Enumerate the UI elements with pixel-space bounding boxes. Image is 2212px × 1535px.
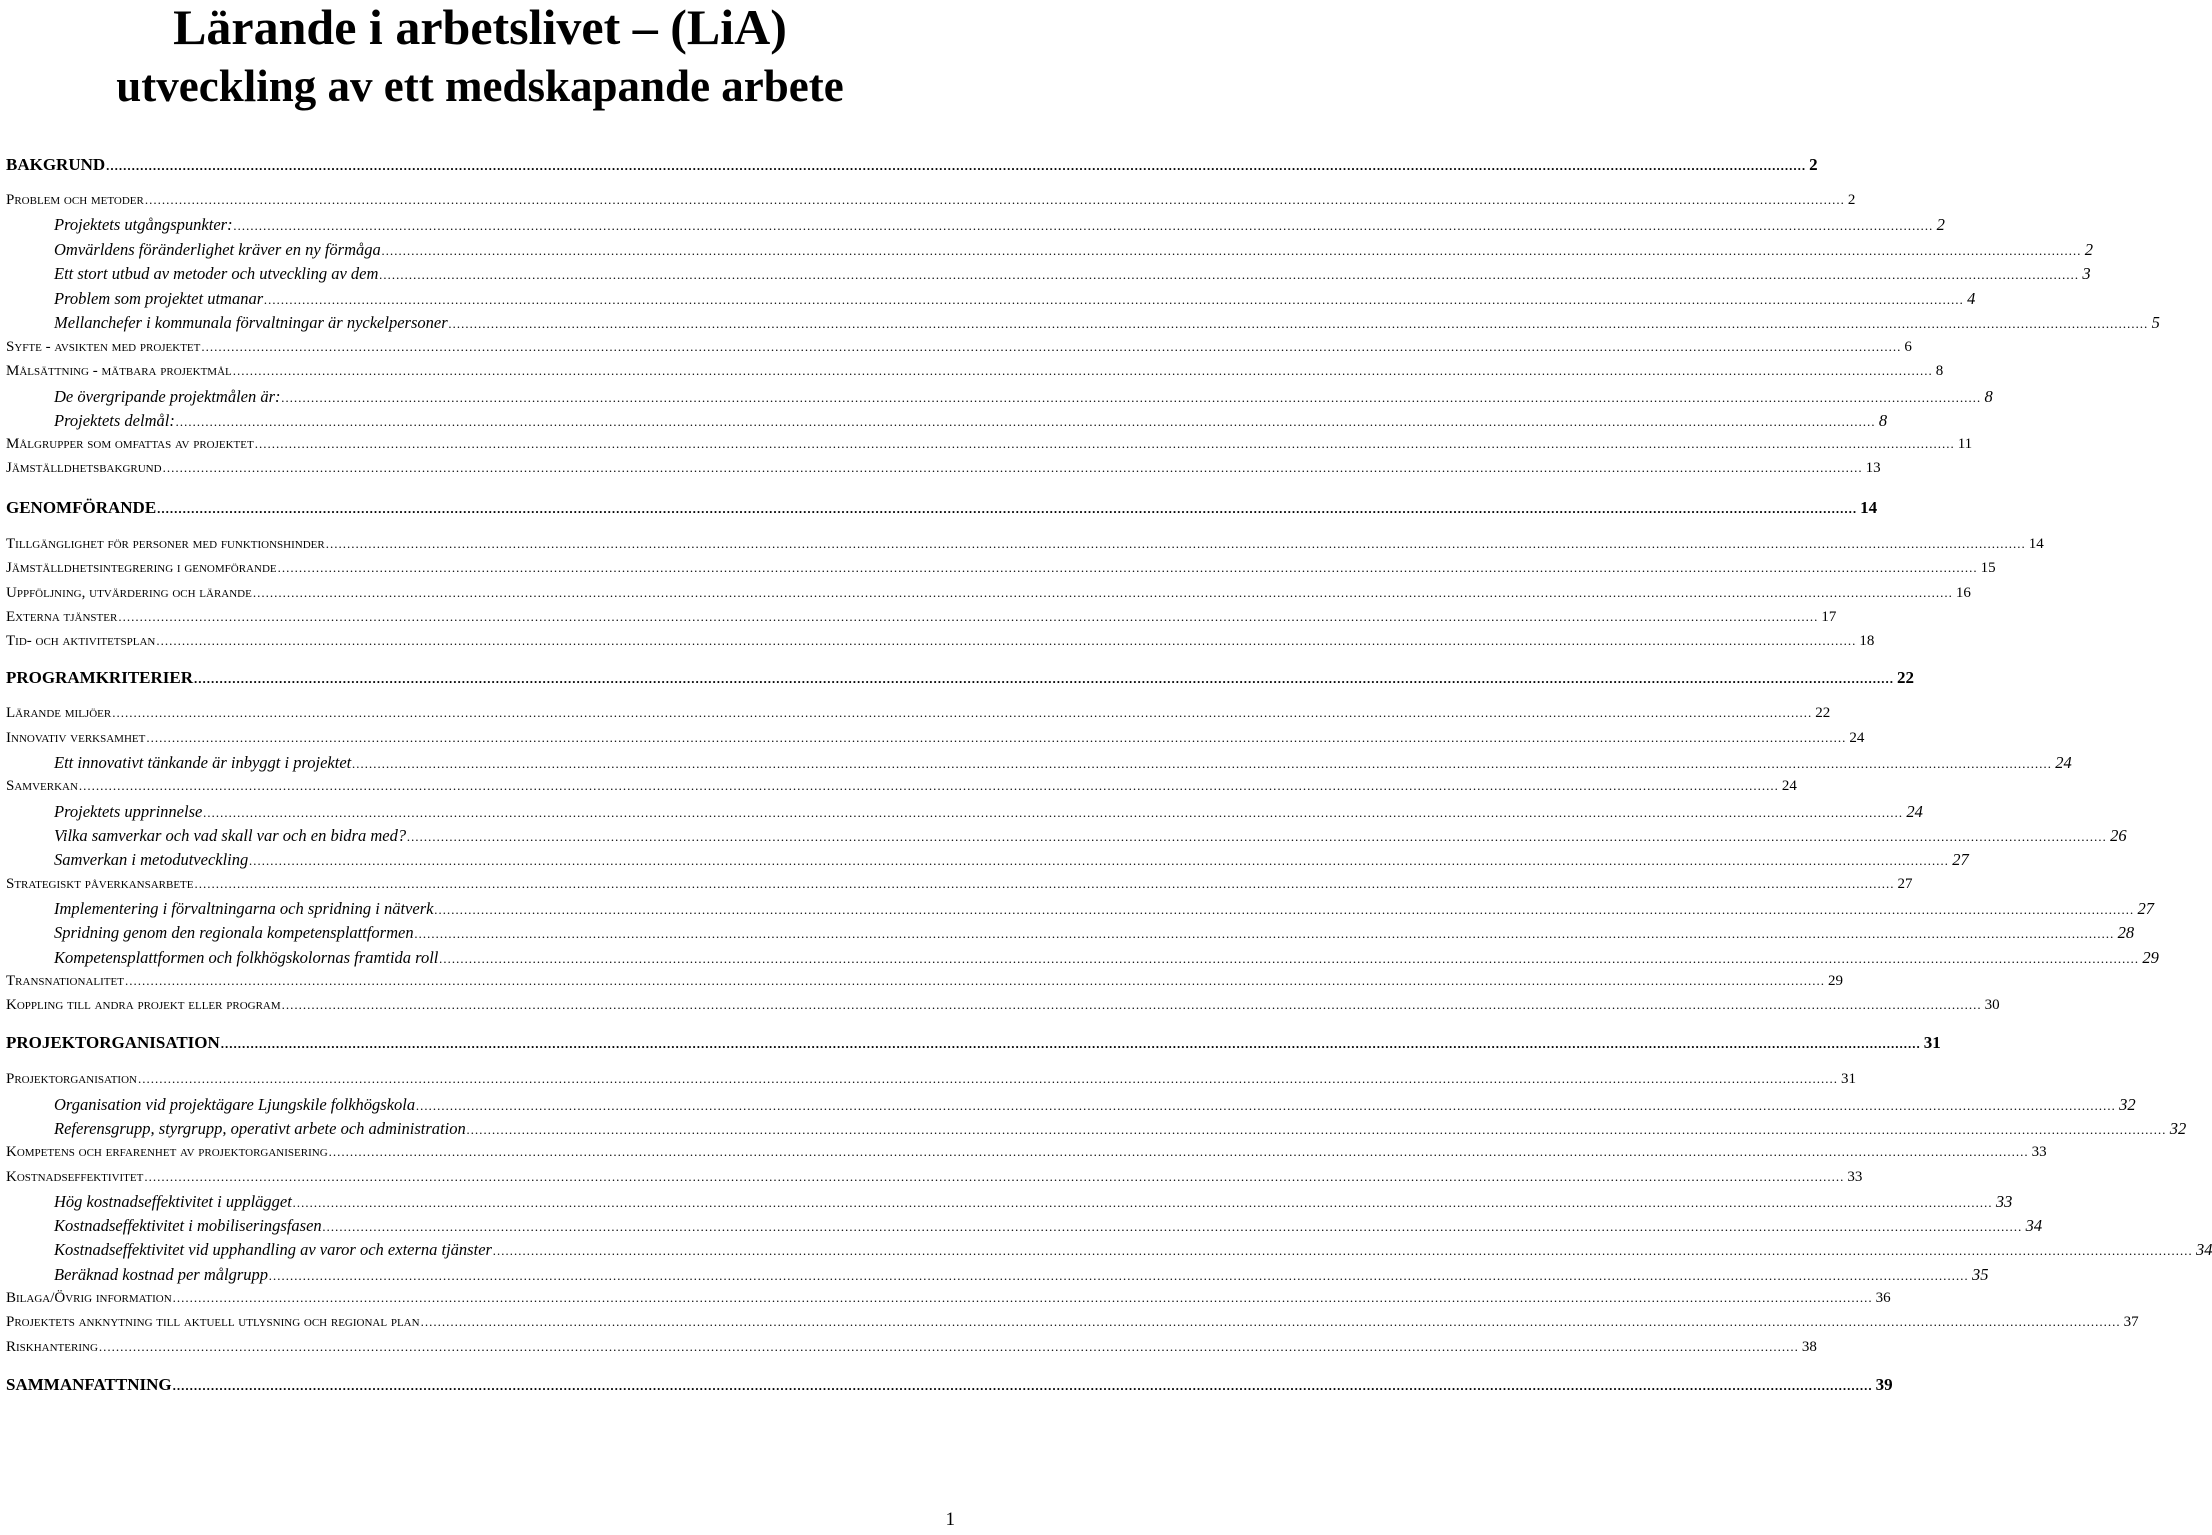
toc-leader-dots: ................................................................................................................................................................................................................................................................................................................................................................................................................	[466, 1122, 2167, 1137]
toc-leader-dots: ................................................................................................................................................................................................................................................................................................................................................................................................................	[78, 778, 1779, 793]
toc-entry-title: Spridning genom den regionala kompetensplattformen	[54, 923, 414, 942]
toc-entry[interactable]	[6, 826, 2127, 845]
toc-entry[interactable]	[6, 1339, 1817, 1355]
toc-leader-dots: ................................................................................................................................................................................................................................................................................................................................................................................................................	[434, 902, 2135, 917]
toc-entry[interactable]	[6, 1314, 2139, 1330]
toc-leader-dots: ................................................................................................................................................................................................................................................................................................................................................................................................................	[492, 1243, 2193, 1258]
toc-entry[interactable]	[6, 948, 2159, 967]
toc-entry-page: 14	[1860, 498, 1878, 517]
toc-entry-page: 15	[1980, 560, 1996, 576]
toc-entry-page: 29	[2142, 948, 2159, 967]
toc-entry-title: Projektets delmål:	[54, 411, 175, 430]
toc-entry[interactable]	[6, 264, 2091, 283]
toc-entry-page: 5	[2151, 313, 2160, 332]
toc-entry-title: Uppföljning, utvärdering och lärande	[6, 585, 252, 601]
toc-leader-dots: ................................................................................................................................................................................................................................................................................................................................................................................................................	[146, 730, 1847, 745]
toc-entry[interactable]	[6, 609, 1837, 625]
toc-entry-title: Riskhantering	[6, 1339, 98, 1355]
toc-entry-page: 13	[1865, 460, 1881, 476]
toc-entry[interactable]	[6, 753, 2072, 772]
toc-leader-dots: ................................................................................................................................................................................................................................................................................................................................................................................................................	[124, 973, 1825, 988]
toc-entry-title: Projektorganisation	[6, 1071, 137, 1087]
toc-leader-dots: ................................................................................................................................................................................................................................................................................................................................................................................................................	[328, 1144, 2029, 1159]
toc-leader-dots: ................................................................................................................................................................................................................................................................................................................................................................................................................	[106, 158, 1807, 173]
toc-entry[interactable]	[6, 705, 1831, 721]
toc-entry-page: 2	[2084, 240, 2093, 259]
toc-entry-page: 8	[1878, 411, 1888, 430]
toc-entry-title: Kostnadseffektivitet	[6, 1169, 144, 1185]
toc-entry[interactable]	[6, 560, 1996, 576]
toc-leader-dots: ................................................................................................................................................................................................................................................................................................................................................................................................................	[194, 876, 1895, 891]
toc-leader-dots: ................................................................................................................................................................................................................................................................................................................................................................................................................	[381, 243, 2082, 258]
toc-entry-page: 33	[1995, 1192, 2013, 1211]
toc-entry[interactable]	[6, 1192, 2013, 1211]
toc-entry-title: Syfte - avsikten med projektet	[6, 339, 201, 355]
toc-entry[interactable]	[6, 1144, 2047, 1160]
toc-entry-title: Hög kostnadseffektivitet i upplägget	[54, 1192, 292, 1211]
toc-entry-page: 37	[2123, 1314, 2139, 1330]
toc-entry-title: Tid- och aktivitetsplan	[6, 633, 156, 649]
toc-entry-title: Organisation vid projektägare Ljungskile folkhögskola	[54, 1095, 416, 1114]
toc-entry-title: Projektets utgångspunkter:	[54, 215, 233, 234]
toc-leader-dots: ................................................................................................................................................................................................................................................................................................................................................................................................................	[137, 1071, 1838, 1086]
toc-entry-title: Innovativ verksamhet	[6, 730, 146, 746]
toc-entry[interactable]	[6, 876, 1913, 892]
toc-entry-title: SAMMANFATTNING	[6, 1375, 172, 1394]
toc-entry-page: 27	[1897, 876, 1913, 892]
toc-entry-title: Ett innovativt tänkande är inbyggt i projektet	[54, 753, 352, 772]
toc-entry-title: BAKGRUND	[6, 155, 106, 174]
toc-entry-title: Jämställdhetsbakgrund	[6, 460, 162, 476]
toc-entry-title: Beräknad kostnad per målgrupp	[54, 1265, 269, 1284]
toc-entry-title: Vilka samverkar och vad skall var och en bidra med?	[54, 826, 407, 845]
toc-leader-dots: ................................................................................................................................................................................................................................................................................................................................................................................................................	[252, 585, 1953, 600]
toc-entry-page: 24	[1781, 778, 1797, 794]
toc-entry-page: 2	[1809, 155, 1818, 174]
toc-entry[interactable]	[6, 730, 1865, 746]
toc-entry-page: 39	[1875, 1375, 1893, 1394]
toc-entry[interactable]	[6, 668, 1915, 687]
toc-leader-dots: ................................................................................................................................................................................................................................................................................................................................................................................................................	[448, 316, 2149, 331]
toc-leader-dots: ................................................................................................................................................................................................................................................................................................................................................................................................................	[379, 267, 2080, 282]
toc-leader-dots: ................................................................................................................................................................................................................................................................................................................................................................................................................	[232, 363, 1933, 378]
toc-entry-title: Externa tjänster	[6, 609, 118, 625]
toc-leader-dots: ................................................................................................................................................................................................................................................................................................................................................................................................................	[233, 218, 1934, 233]
toc-entry[interactable]	[6, 1095, 2136, 1114]
toc-entry-title: PROGRAMKRITERIER	[6, 668, 194, 687]
toc-entry[interactable]	[6, 778, 1797, 794]
toc-entry-page: 33	[2031, 1144, 2047, 1160]
toc-entry[interactable]	[6, 498, 1878, 517]
toc-leader-dots: ................................................................................................................................................................................................................................................................................................................................................................................................................	[144, 1169, 1845, 1184]
toc-entry-title: Kostnadseffektivitet i mobiliseringsfasen	[54, 1216, 322, 1235]
toc-entry-title: Koppling till andra projekt eller program	[6, 997, 281, 1013]
toc-entry-title: Transnationalitet	[6, 973, 124, 989]
toc-entry-title: Målgrupper som omfattas av projektet	[6, 436, 254, 452]
toc-entry-page: 2	[1847, 192, 1856, 208]
toc-entry[interactable]	[6, 633, 1875, 649]
toc-entry-page: 22	[1897, 668, 1915, 687]
toc-entry-page: 4	[1967, 289, 1976, 308]
toc-entry[interactable]	[6, 923, 2135, 942]
toc-entry[interactable]	[6, 536, 2044, 552]
toc-entry-title: Bilaga/Övrig information	[6, 1290, 172, 1306]
toc-entry[interactable]	[6, 802, 1923, 821]
toc-entry-title: Omvärldens föränderlighet kräver en ny förmåga	[54, 240, 381, 259]
toc-entry-title: Strategiskt påverkansarbete	[6, 876, 194, 892]
toc-entry-page: 31	[1840, 1071, 1856, 1087]
toc-entry-page: 34	[2195, 1240, 2212, 1259]
toc-entry[interactable]	[6, 387, 1993, 406]
toc-entry[interactable]	[6, 973, 1843, 989]
toc-entry[interactable]	[6, 1375, 1893, 1394]
toc-entry[interactable]	[6, 585, 1971, 601]
toc-entry-title: Samverkan	[6, 778, 78, 794]
toc-entry-page: 32	[2119, 1095, 2136, 1114]
toc-leader-dots: ................................................................................................................................................................................................................................................................................................................................................................................................................	[439, 951, 2140, 966]
toc-leader-dots: ................................................................................................................................................................................................................................................................................................................................................................................................................	[420, 1314, 2121, 1329]
toc-entry-page: 11	[1957, 436, 1973, 452]
toc-entry-page: 29	[1827, 973, 1843, 989]
toc-entry[interactable]	[6, 363, 1944, 379]
toc-entry-page: 27	[2137, 899, 2154, 918]
toc-leader-dots: ................................................................................................................................................................................................................................................................................................................................................................................................................	[407, 829, 2108, 844]
toc-entry[interactable]	[6, 313, 2160, 332]
toc-leader-dots: ................................................................................................................................................................................................................................................................................................................................................................................................................	[156, 633, 1857, 648]
toc-entry-page: 33	[1847, 1169, 1863, 1185]
toc-leader-dots: ................................................................................................................................................................................................................................................................................................................................................................................................................	[269, 1268, 1970, 1283]
toc-entry-title: De övergripande projektmålen är:	[54, 387, 281, 406]
toc-leader-dots: ................................................................................................................................................................................................................................................................................................................................................................................................................	[325, 536, 2026, 551]
toc-leader-dots: ................................................................................................................................................................................................................................................................................................................................................................................................................	[264, 292, 1965, 307]
toc-entry-page: 38	[1801, 1339, 1817, 1355]
toc-entry-page: 17	[1821, 609, 1837, 625]
toc-entry-title: Ett stort utbud av metoder och utveckling av dem	[54, 264, 379, 283]
toc-leader-dots: ................................................................................................................................................................................................................................................................................................................................................................................................................	[112, 705, 1813, 720]
toc-entry[interactable]	[6, 1033, 1941, 1052]
toc-entry[interactable]	[6, 1290, 1891, 1306]
toc-entry[interactable]	[6, 155, 1818, 174]
toc-leader-dots: ................................................................................................................................................................................................................................................................................................................................................................................................................	[249, 853, 1950, 868]
toc-leader-dots: ................................................................................................................................................................................................................................................................................................................................................................................................................	[281, 390, 1982, 405]
toc-entry[interactable]	[6, 1071, 1856, 1087]
toc-entry-page: 36	[1875, 1290, 1891, 1306]
toc-entry-title: Kompetens och erfarenhet av projektorganisering	[6, 1144, 328, 1160]
toc-entry-page: 24	[1849, 730, 1865, 746]
toc-entry-title: Projektets upprinnelse	[54, 802, 203, 821]
toc-entry-page: 35	[1972, 1265, 1989, 1284]
toc-entry-page: 22	[1815, 705, 1831, 721]
toc-entry-page: 28	[2117, 923, 2135, 942]
toc-entry[interactable]	[6, 1119, 2187, 1138]
toc-entry-title: Referensgrupp, styrgrupp, operativt arbete och administration	[54, 1119, 466, 1138]
toc-entry[interactable]	[6, 1240, 2212, 1259]
toc-entry-title: Implementering i förvaltningarna och spridning i nätverk	[54, 899, 434, 918]
toc-leader-dots: ................................................................................................................................................................................................................................................................................................................................................................................................................	[414, 926, 2115, 941]
toc-entry-title: Mellanchefer i kommunala förvaltningar är nyckelpersoner	[54, 313, 448, 332]
toc-leader-dots: ................................................................................................................................................................................................................................................................................................................................................................................................................	[416, 1098, 2117, 1113]
toc-entry[interactable]	[6, 289, 1976, 308]
toc-entry-title: Samverkan i metodutveckling	[54, 850, 249, 869]
toc-entry[interactable]	[6, 460, 1881, 476]
toc-entry-page: 18	[1859, 633, 1875, 649]
page-number: 1	[945, 1509, 955, 1530]
toc-entry-title: Tillgänglighet för personer med funktionshinder	[6, 536, 325, 552]
toc-leader-dots: ................................................................................................................................................................................................................................................................................................................................................................................................................	[322, 1219, 2023, 1234]
toc-leader-dots: ................................................................................................................................................................................................................................................................................................................................................................................................................	[220, 1036, 1921, 1051]
toc-entry[interactable]	[6, 997, 2000, 1013]
toc-entry-title: Lärande miljöer	[6, 705, 112, 721]
toc-entry-page: 24	[1906, 802, 1923, 821]
toc-entry-page: 26	[2110, 826, 2127, 845]
toc-leader-dots: ................................................................................................................................................................................................................................................................................................................................................................................................................	[201, 339, 1902, 354]
toc-entry-page: 31	[1923, 1033, 1941, 1052]
toc-entry[interactable]	[6, 1216, 2043, 1235]
toc-leader-dots: ................................................................................................................................................................................................................................................................................................................................................................................................................	[175, 414, 1876, 429]
toc-entry-title: Kompetensplattformen och folkhögskolornas framtida roll	[54, 948, 439, 967]
toc-entry-page: 3	[2082, 264, 2091, 283]
toc-leader-dots: ................................................................................................................................................................................................................................................................................................................................................................................................................	[203, 805, 1904, 820]
toc-entry-page: 14	[2028, 536, 2044, 552]
toc-entry[interactable]	[6, 1169, 1863, 1185]
toc-entry[interactable]	[6, 1265, 1989, 1284]
toc-leader-dots: ................................................................................................................................................................................................................................................................................................................................................................................................................	[118, 609, 1819, 624]
toc-leader-dots: ................................................................................................................................................................................................................................................................................................................................................................................................................	[157, 501, 1858, 516]
toc-entry-page: 16	[1955, 585, 1971, 601]
toc-entry-page: 27	[1952, 850, 1969, 869]
toc-entry[interactable]	[6, 850, 1969, 869]
toc-entry-title: Kostnadseffektivitet vid upphandling av varor och externa tjänster	[54, 1240, 492, 1259]
toc-entry-page: 34	[2025, 1216, 2043, 1235]
toc-entry-title: Jämställdhetsintegrering i genomförande	[6, 560, 277, 576]
toc-entry-title: Projektets anknytning till aktuell utlysning och regional plan	[6, 1314, 420, 1330]
toc-entry[interactable]	[6, 436, 1973, 452]
toc-entry-title: PROJEKTORGANISATION	[6, 1033, 220, 1052]
toc-entry-title: GENOMFÖRANDE	[6, 498, 157, 517]
toc-entry[interactable]	[6, 215, 1945, 234]
toc-entry-page: 8	[1935, 363, 1944, 379]
toc-entry-title: Målsättning - mätbara projektmål	[6, 363, 232, 379]
toc-leader-dots: ................................................................................................................................................................................................................................................................................................................................................................................................................	[144, 192, 1845, 207]
toc-entry-page: 8	[1984, 387, 1993, 406]
toc-entry-page: 6	[1904, 339, 1912, 355]
toc-leader-dots: ................................................................................................................................................................................................................................................................................................................................................................................................................	[172, 1378, 1873, 1393]
toc-leader-dots: ................................................................................................................................................................................................................................................................................................................................................................................................................	[352, 756, 2053, 771]
toc-leader-dots: ................................................................................................................................................................................................................................................................................................................................................................................................................	[162, 460, 1863, 475]
toc-leader-dots: ................................................................................................................................................................................................................................................................................................................................................................................................................	[98, 1339, 1799, 1354]
toc-entry-page: 32	[2169, 1119, 2187, 1138]
toc-leader-dots: ................................................................................................................................................................................................................................................................................................................................................................................................................	[194, 671, 1895, 686]
toc-entry[interactable]	[6, 339, 1912, 355]
toc-leader-dots: ................................................................................................................................................................................................................................................................................................................................................................................................................	[292, 1195, 1993, 1210]
toc-entry-title: Problem och metoder	[6, 192, 144, 208]
document-subtitle: utveckling av ett medskapande arbete	[116, 61, 844, 111]
toc-entry[interactable]	[6, 899, 2154, 918]
toc-entry-title: Problem som projektet utmanar	[54, 289, 264, 308]
toc-entry[interactable]	[6, 240, 2093, 259]
toc-leader-dots: ................................................................................................................................................................................................................................................................................................................................................................................................................	[172, 1290, 1873, 1305]
toc-leader-dots: ................................................................................................................................................................................................................................................................................................................................................................................................................	[277, 560, 1978, 575]
toc-leader-dots: ................................................................................................................................................................................................................................................................................................................................................................................................................	[281, 997, 1982, 1012]
toc-leader-dots: ................................................................................................................................................................................................................................................................................................................................................................................................................	[254, 436, 1955, 451]
toc-entry-page: 24	[2055, 753, 2072, 772]
toc-entry[interactable]	[6, 192, 1856, 208]
toc-entry-page: 2	[1936, 215, 1945, 234]
toc-entry[interactable]	[6, 411, 1888, 430]
document-title: Lärande i arbetslivet – (LiA)	[173, 0, 787, 55]
toc-entry-page: 30	[1984, 997, 2000, 1013]
